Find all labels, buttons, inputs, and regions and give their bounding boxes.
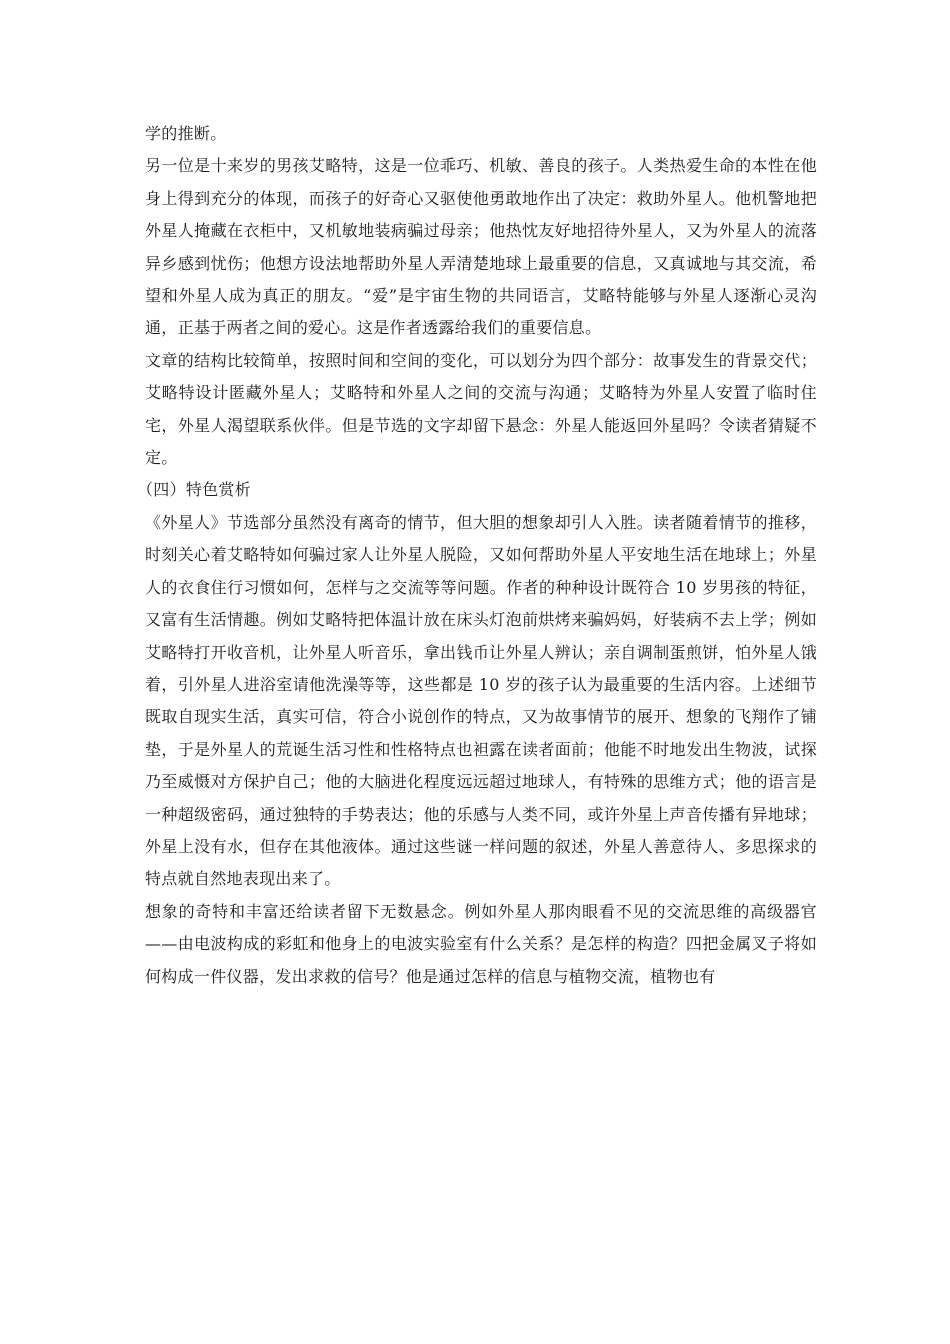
- paragraph-continuation: 学的推断。: [145, 124, 227, 143]
- paragraph-features: 《外星人》节选部分虽然没有离奇的情节，但大胆的想象却引人入胜。读者随着情节的推移，时刻关心着艾略特如何骗过家人让外星人脱险，又如何帮助外星人平安地生活在地球上；外星人的衣食住行习惯如何，怎样与之交流等等问题。作者的种种设计既符合 10 岁男孩的特征，又富有生活情趣。例如艾略特把体温计放在床头灯泡前烘烤来骗妈妈，好装病不去上学；例如艾略特打开收音机，让外星人听音乐，拿出钱币让外星人辨认；亲自调制蛋煎饼，怕外星人饿着，引外星人进浴室请他洗澡等等，这些都是 10 岁的孩子认为最重要的生活内容。上述细节既取自现实生活，真实可信，符合小说创作的特点，又为故事情节的展开、想象的飞翔作了铺垫，于是外星人的荒诞生活习性和性格特点也袒露在读者面前；他能不时地发出生物波，试探乃至威慑对方保护自己；他的大脑进化程度远远超过地球人，有特殊的思维方式；他的语言是一种超级密码，通过独特的手势表达；他的乐感与人类不同，或许外星上声音传播有异地球；外星上没有水，但存在其他液体。通过这些谜一样问题的叙述，外星人善意待人、多思探求的特点就自然地表现出来了。: [145, 512, 817, 889]
- paragraph-imagination: 想象的奇特和丰富还给读者留下无数悬念。例如外星人那肉眼看不见的交流思维的高级器官——由电波构成的彩虹和他身上的电波实验室有什么关系？是怎样的构造？四把金属叉子将如何构成一件仪器，发出求救的信号？他是通过怎样的信息与植物交流，植物也有: [145, 901, 817, 986]
- paragraph-structure: 文章的结构比较简单，按照时间和空间的变化，可以划分为四个部分：故事发生的背景交代；艾略特设计匿藏外星人；艾略特和外星人之间的交流与沟通；艾略特为外星人安置了临时住宅，外星人渴望联系伙伴。但是节选的文字却留下悬念：外星人能返回外星吗？令读者猜疑不定。: [145, 350, 817, 468]
- paragraph-eliot-character: 另一位是十来岁的男孩艾略特，这是一位乖巧、机敏、善良的孩子。人类热爱生命的本性在他身上得到充分的体现，而孩子的好奇心又驱使他勇敢地作出了决定：救助外星人。他机警地把外星人掩藏在衣柜中，又机敏地装病骗过母亲；他热忱友好地招待外星人，又为外星人的流落异乡感到忧伤；他想方设法地帮助外星人弄清楚地球上最重要的信息，又真诚地与其交流，希望和外星人成为真正的朋友。“爱”是宇宙生物的共同语言，艾略特能够与外星人逐渐心灵沟通，正基于两者之间的爱心。这是作者透露给我们的重要信息。: [145, 156, 817, 338]
- section-heading: （四）特色赏析: [137, 480, 252, 500]
- document-body: [137, 118, 817, 993]
